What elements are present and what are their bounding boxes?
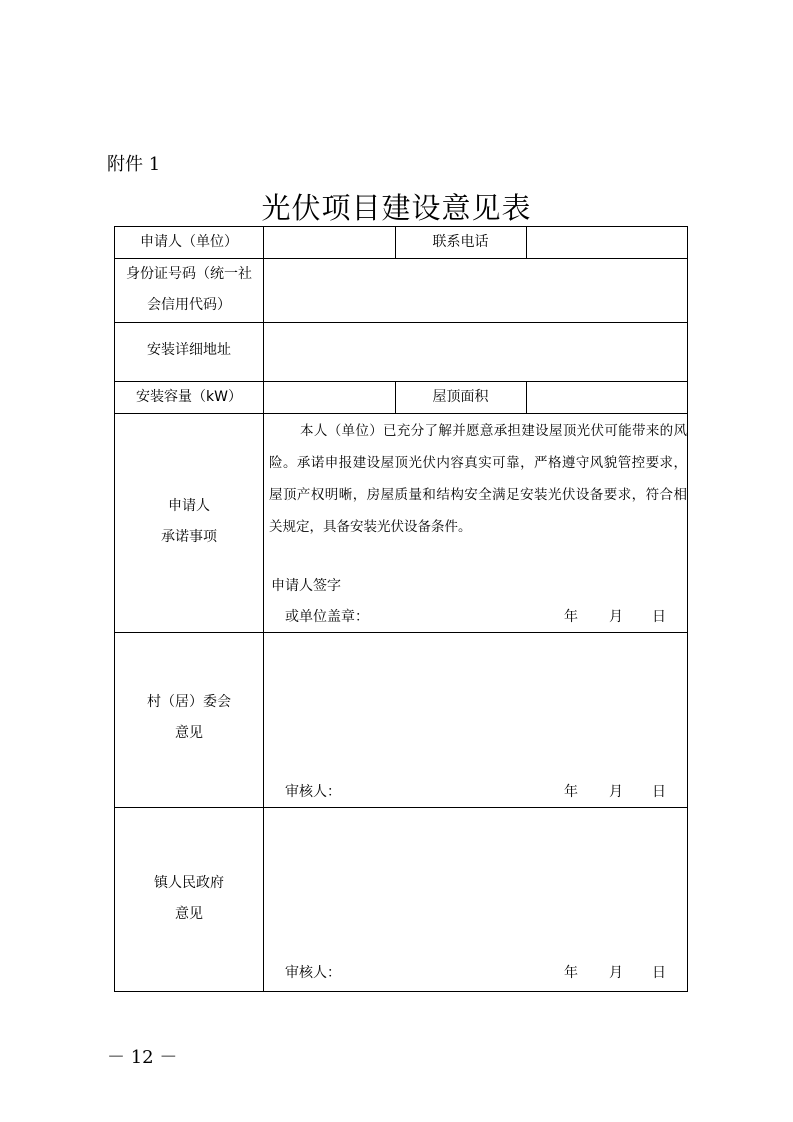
contact-phone-field[interactable] (527, 227, 687, 258)
document-title: 光伏项目建设意见表 (261, 191, 532, 225)
install-capacity-field[interactable] (264, 382, 395, 413)
town-opinion-field[interactable] (264, 808, 687, 953)
applicant-sign-label: 申请人签字 (271, 578, 341, 594)
town-reviewer-label: 审核人： (285, 965, 341, 981)
id-number-label-line2: 会信用代码） (147, 297, 231, 313)
pledge-label-line1: 申请人 (168, 498, 210, 514)
village-opinion-label (115, 687, 263, 749)
roof-area-label: 屋顶面积 (432, 389, 489, 405)
install-address-field[interactable] (264, 323, 687, 381)
pledge-label-line2: 承诺事项 (161, 529, 217, 545)
town-opinion-label-line2: 意见 (175, 906, 203, 922)
pledge-text: 本人（单位）已充分了解并愿意承担建设屋顶光伏可能带来的风险。承诺申报建设屋顶光伏内容真实可靠，严格遵守风貌管控要求，屋顶产权明晰，房屋质量和结构安全满足安装光伏设备要求，符合相关规定，具备安装光伏设备条件。 (269, 423, 687, 535)
town-opinion-label-line1: 镇人民政府 (154, 875, 224, 891)
village-opinion-label-line1: 村（居）委会 (147, 694, 231, 710)
applicant-field[interactable] (264, 227, 395, 258)
date-day: 日 (652, 784, 666, 800)
opinion-form-table (114, 226, 688, 992)
id-number-label-line1: 身份证号码（统一社 (126, 266, 252, 282)
roof-area-field[interactable] (527, 382, 687, 413)
pledge-label (115, 491, 263, 553)
village-reviewer-label: 审核人： (285, 784, 341, 800)
unit-seal-label: 或单位盖章： (285, 609, 369, 625)
row-divider (115, 413, 687, 414)
date-day: 日 (652, 965, 666, 981)
date-year: 年 (564, 609, 578, 625)
id-number-field[interactable] (264, 259, 687, 322)
install-address-label: 安装详细地址 (147, 342, 231, 358)
id-number-label (115, 259, 263, 321)
village-opinion-label-line2: 意见 (175, 725, 203, 741)
date-year: 年 (564, 965, 578, 981)
date-day: 日 (652, 609, 666, 625)
attachment-label: 附件 1 (107, 154, 161, 175)
town-opinion-label (115, 868, 263, 930)
contact-phone-label: 联系电话 (432, 234, 489, 250)
page-number: － 12 － (107, 1047, 178, 1068)
pledge-statement (269, 415, 687, 543)
date-month: 月 (609, 965, 623, 981)
install-capacity-label: 安装容量（kW） (136, 389, 242, 405)
date-month: 月 (609, 784, 623, 800)
date-year: 年 (564, 784, 578, 800)
applicant-label: 申请人（单位） (140, 234, 238, 250)
village-opinion-field[interactable] (264, 633, 687, 773)
date-month: 月 (609, 609, 623, 625)
